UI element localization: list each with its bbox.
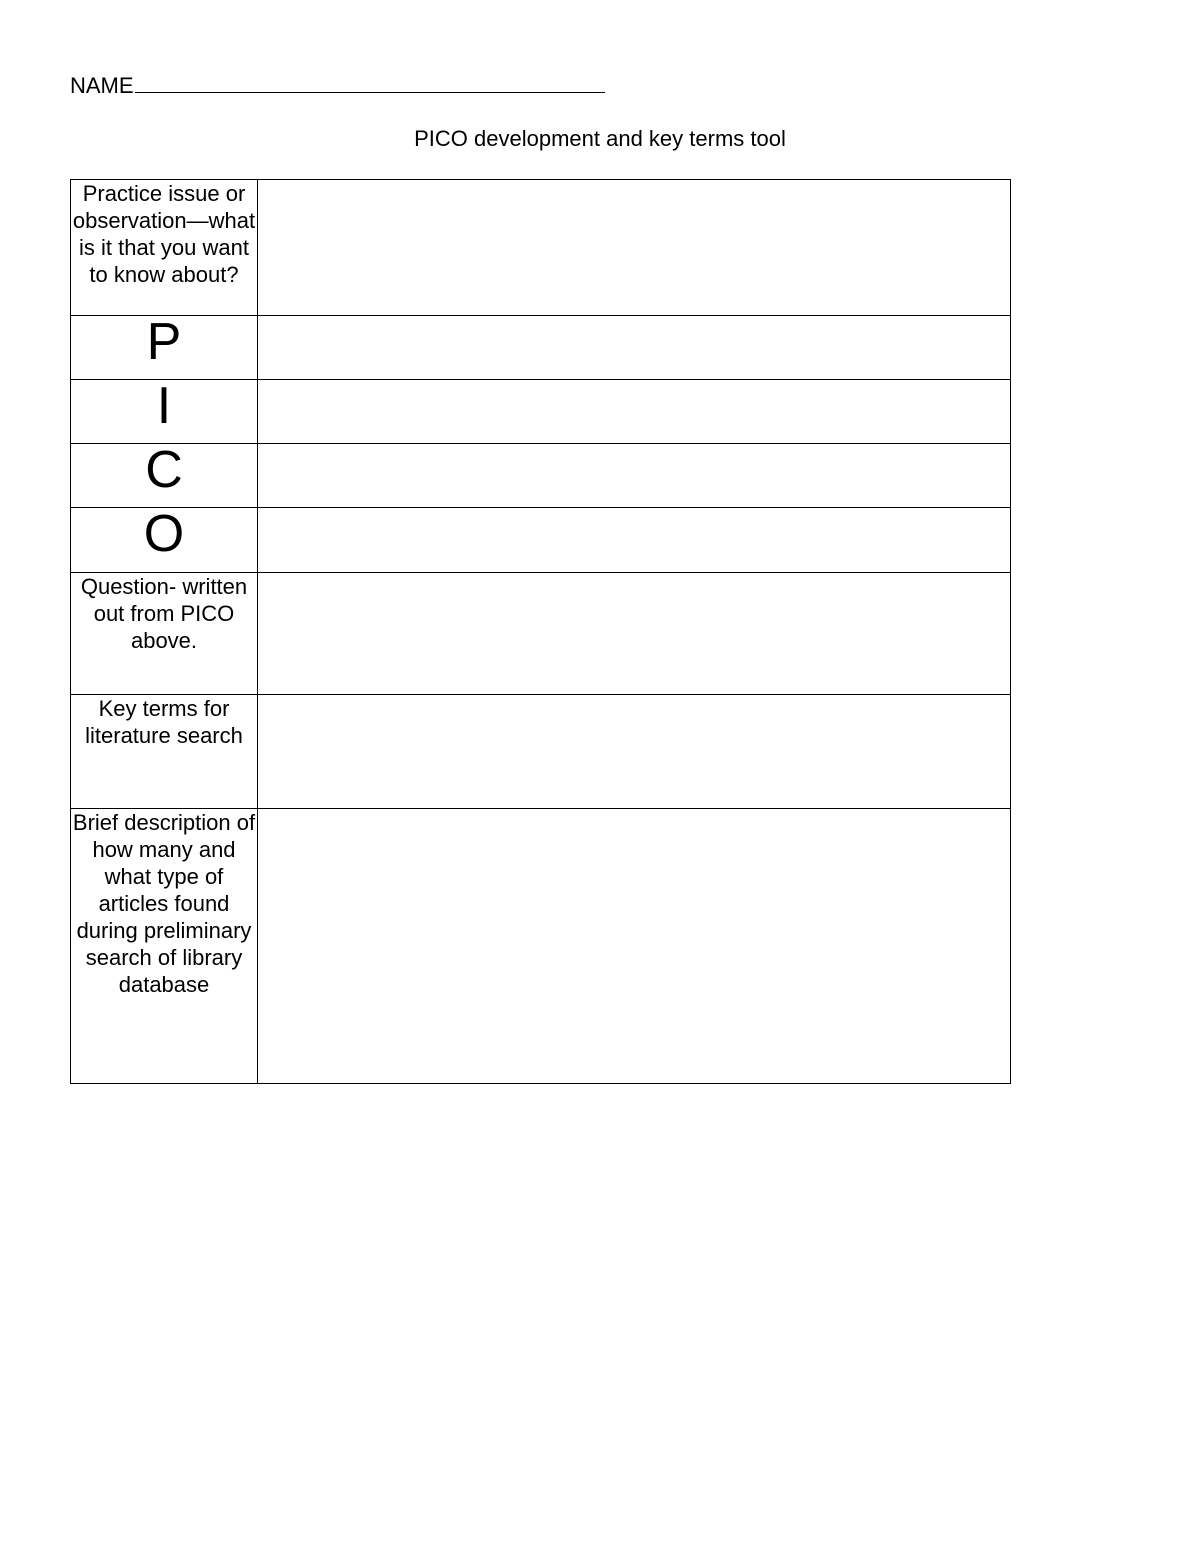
question-label: Question- written out from PICO above. — [71, 573, 258, 695]
key-terms-entry-cell[interactable] — [258, 695, 1011, 809]
comparison-entry-cell[interactable] — [258, 444, 1011, 508]
document-title: PICO development and key terms tool — [414, 126, 786, 151]
brief-description-entry-cell[interactable] — [258, 809, 1011, 1084]
intervention-entry-cell[interactable] — [258, 380, 1011, 444]
table-row-p — [71, 316, 1011, 380]
key-terms-label: Key terms for literature search — [71, 695, 258, 809]
question-entry-cell[interactable] — [258, 573, 1011, 695]
table-row-key-terms — [71, 695, 1011, 809]
comparison-letter: C — [71, 444, 258, 508]
population-entry-cell[interactable] — [258, 316, 1011, 380]
table-row-practice-issue — [71, 180, 1011, 316]
practice-issue-label: Practice issue or observation—what is it that you want to know about? — [71, 180, 258, 316]
outcome-entry-cell[interactable] — [258, 508, 1011, 573]
practice-issue-entry-cell[interactable] — [258, 180, 1011, 316]
brief-description-label: Brief description of how many and what type of articles found during preliminary search of library database — [71, 809, 258, 1084]
name-field — [70, 72, 605, 99]
population-letter: P — [71, 316, 258, 380]
name-blank-line[interactable] — [135, 72, 605, 93]
pico-table — [70, 179, 1011, 1084]
table-row-question — [71, 573, 1011, 695]
table-row-i — [71, 380, 1011, 444]
intervention-letter: I — [71, 380, 258, 444]
outcome-letter: O — [71, 508, 258, 573]
name-label: NAME — [70, 73, 134, 98]
table-row-c — [71, 444, 1011, 508]
table-row-o — [71, 508, 1011, 573]
table-row-brief-description — [71, 809, 1011, 1084]
